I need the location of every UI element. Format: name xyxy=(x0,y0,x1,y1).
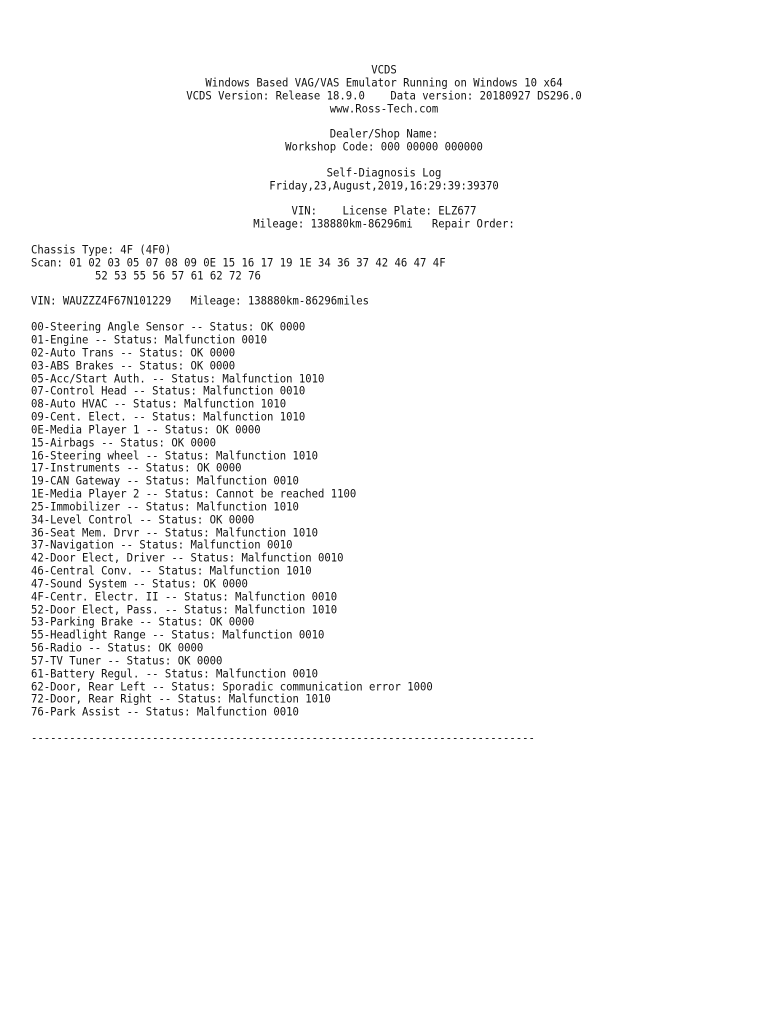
module-status-line: 55-Headlight Range -- Status: Malfunction 0010 xyxy=(31,629,325,642)
module-status-line: 01-Engine -- Status: Malfunction 0010 xyxy=(31,334,267,347)
module-status-line: 62-Door, Rear Left -- Status: Sporadic communication error 1000 xyxy=(31,681,433,694)
scan-line-continued: 52 53 55 56 57 61 62 72 76 xyxy=(44,270,261,283)
module-status-line: 4F-Centr. Electr. II -- Status: Malfunction 0010 xyxy=(31,591,338,604)
module-status-line: 17-Instruments -- Status: OK 0000 xyxy=(31,462,242,475)
vin-mileage-line: VIN: WAUZZZ4F67N101229 Mileage: 138880km-86296miles xyxy=(31,295,370,308)
module-status-line: 56-Radio -- Status: OK 0000 xyxy=(31,642,204,655)
module-status-line: 0E-Media Player 1 -- Status: OK 0000 xyxy=(31,424,261,437)
module-status-line: 00-Steering Angle Sensor -- Status: OK 0000 xyxy=(31,321,306,334)
emulator-subtitle: Windows Based VAG/VAS Emulator Running on Windows 10 x64 xyxy=(205,77,563,90)
chassis-type-line: Chassis Type: 4F (4F0) xyxy=(31,244,172,257)
module-status-line: 61-Battery Regul. -- Status: Malfunction 0010 xyxy=(31,668,319,681)
version-line: VCDS Version: Release 18.9.0 Data version: 20180927 DS296.0 xyxy=(186,90,582,103)
module-status-line: 36-Seat Mem. Drvr -- Status: Malfunction 1010 xyxy=(31,527,319,540)
module-status-line: 15-Airbags -- Status: OK 0000 xyxy=(31,437,216,450)
module-status-line: 19-CAN Gateway -- Status: Malfunction 0010 xyxy=(31,475,299,488)
module-status-line: 03-ABS Brakes -- Status: OK 0000 xyxy=(31,360,236,373)
module-status-line: 02-Auto Trans -- Status: OK 0000 xyxy=(31,347,236,360)
module-status-line: 34-Level Control -- Status: OK 0000 xyxy=(31,514,255,527)
module-status-line: 76-Park Assist -- Status: Malfunction 0010 xyxy=(31,706,299,719)
module-status-line: 47-Sound System -- Status: OK 0000 xyxy=(31,578,248,591)
module-status-line: 16-Steering wheel -- Status: Malfunction 1010 xyxy=(31,450,319,463)
scan-line: Scan: 01 02 03 05 07 08 09 0E 15 16 17 19 1E 34 36 37 42 46 47 4F xyxy=(31,257,446,270)
module-status-line: 42-Door Elect, Driver -- Status: Malfunction 0010 xyxy=(31,552,344,565)
workshop-code-line: Workshop Code: 000 00000 000000 xyxy=(285,141,483,154)
module-status-line: 07-Control Head -- Status: Malfunction 0010 xyxy=(31,385,306,398)
module-status-line: 25-Immobilizer -- Status: Malfunction 1010 xyxy=(31,501,299,514)
program-name: VCDS xyxy=(371,64,397,77)
vin-plate-line: VIN: License Plate: ELZ677 xyxy=(291,205,477,218)
module-status-line: 53-Parking Brake -- Status: OK 0000 xyxy=(31,616,255,629)
timestamp-line: Friday,23,August,2019,16:29:39:39370 xyxy=(269,180,499,193)
dealer-line: Dealer/Shop Name: xyxy=(329,128,439,141)
separator-line: ------------------------------------------------------------------------------- xyxy=(31,732,535,745)
module-status-line: 72-Door, Rear Right -- Status: Malfunction 1010 xyxy=(31,693,331,706)
module-status-line: 37-Navigation -- Status: Malfunction 0010 xyxy=(31,539,293,552)
module-status-line: 46-Central Conv. -- Status: Malfunction 1010 xyxy=(31,565,312,578)
module-status-line: 09-Cent. Elect. -- Status: Malfunction 1010 xyxy=(31,411,306,424)
mileage-repair-line: Mileage: 138880km-86296mi Repair Order: xyxy=(253,218,515,231)
module-status-line: 57-TV Tuner -- Status: OK 0000 xyxy=(31,655,223,668)
website-line: www.Ross-Tech.com xyxy=(329,103,439,116)
module-status-line: 52-Door Elect, Pass. -- Status: Malfunction 1010 xyxy=(31,604,338,617)
log-title: Self-Diagnosis Log xyxy=(326,167,442,180)
module-status-line: 08-Auto HVAC -- Status: Malfunction 1010 xyxy=(31,398,287,411)
module-status-line: 05-Acc/Start Auth. -- Status: Malfunction 1010 xyxy=(31,373,325,386)
module-status-line: 1E-Media Player 2 -- Status: Cannot be reached 1100 xyxy=(31,488,357,501)
